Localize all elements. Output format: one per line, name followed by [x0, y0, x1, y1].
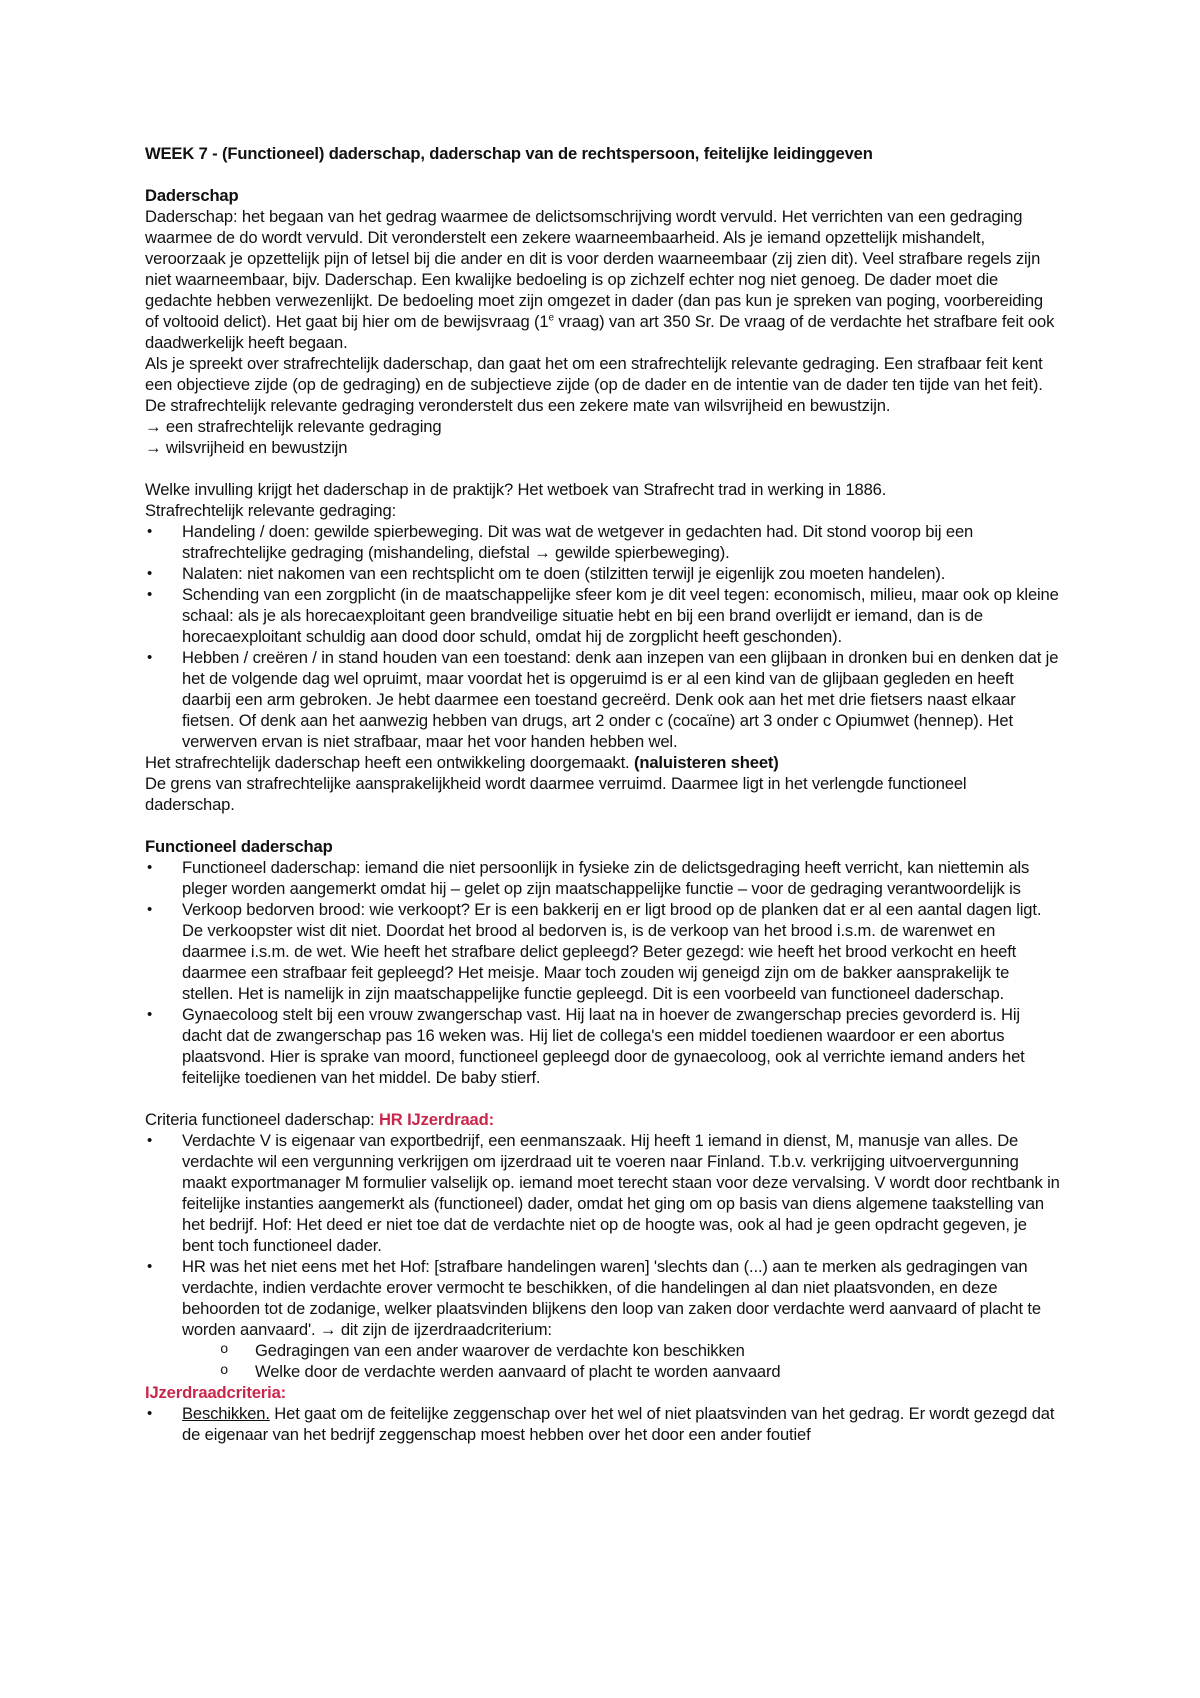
paragraph: Als je spreekt over strafrechtelijk daderschap, dan gaat het om een strafrechtelijk relevante gedraging. Een strafbaar feit kent een objectieve zijde (op de gedraging) en de subjectieve zijde (op de dader en de intentie van de dader ten tijde van het feit). De strafrechtelijk relevante gedraging veronderstelt dus een zekere mate van wilsvrijheid en bewustzijn. [145, 354, 1043, 415]
paragraph [145, 206, 1060, 353]
list-item: • Handeling / doen: gewilde spierbeweging. Dit was wat de wetgever in gedachten had. Dit stond voorop bij een strafrechtelijke gedraging (mishandeling, diefstal → gewilde spierbeweging). [145, 521, 1060, 563]
text-run: vraag) van art 350 Sr. De vraag of de verdachte het strafbare feit ook daadwerkelijk heeft begaan. [145, 312, 1055, 352]
arrow-line: → een strafrechtelijk relevante gedraging [145, 417, 442, 436]
list-item: • Functioneel daderschap: iemand die niet persoonlijk in fysieke zin de delictsgedraging heeft verricht, kan niettemin als pleger worden aangemerkt omdat hij – gelet op zijn maatschappelijke functie – voor de gedraging verantwoordelijk is [145, 857, 1060, 899]
sub-list-item: o Gedragingen van een ander waarover de verdachte kon beschikken [145, 1340, 1060, 1361]
text-run: Het strafrechtelijk daderschap heeft een ontwikkeling doorgemaakt. [145, 753, 634, 772]
bold-note: (naluisteren sheet) [633, 753, 779, 772]
bullet-list [145, 1130, 1060, 1340]
paragraph: De grens van strafrechtelijke aansprakelijkheid wordt daarmee verruimd. Daarmee ligt in het verlengde functioneel daderschap. [145, 774, 967, 814]
heading-daderschap: Daderschap [145, 186, 239, 205]
heading-functioneel-daderschap: Functioneel daderschap [145, 837, 333, 856]
list-item: • Gynaecoloog stelt bij een vrouw zwangerschap vast. Hij laat na in hoever de zwangerschap precies gevorderd is. Hij dacht dat de zwangerschap pas 16 weken was. Hij liet de collega's een middel toedienen waardoor er een abortus plaatsvond. Hier is sprake van moord, functioneel gepleegd door de gynaecoloog, ook al verrichte iemand anders het feitelijke toedienen van het middel. De baby stierf. [145, 1004, 1060, 1088]
list-item: • Verkoop bedorven brood: wie verkoopt? Er is een bakkerij en er ligt brood op de planken dat er al een aantal dagen ligt. De verkoopster wist dit niet. Doordat het brood al bedorven is, is de verkoop van het brood i.s.m. de warenwet en daarmee i.s.m. de wet. Wie heeft het strafbare delict gepleegd? Beter gezegd: wie heeft het brood verkocht en heeft daarmee een strafbaar feit gepleegd? Het meisje. Maar toch zouden wij geneigd zijn om de bakker aansprakelijk te stellen. Het is namelijk in zijn maatschappelijke functie gepleegd. Dit is een voorbeeld van functioneel daderschap. [145, 899, 1060, 1004]
text-run: Daderschap: het begaan van het gedrag waarmee de delictsomschrijving wordt vervuld. Het verrichten van een gedraging waarmee de do wordt vervuld. Dit veronderstelt een zekere waarneembaarheid. Als je iemand opzettelijk mishandelt, veroorzaak je opzettelijk pijn of letsel bij die ander en dit is voor derden waarneembaar (zij zien dit). Veel strafbare regels zijn niet waarneembaar, bijv. Daderschap. Een kwalijke bedoeling is op zichzelf echter nog niet genoeg. De dader moet die gedachte hebben verwezenlijkt. De bedoeling moet zijn omgezet in dader (dan pas kun je spreken van poging, voorbereiding of voltooid delict). Het gaat bij hier om de bewijsvraag (1 [145, 207, 1044, 331]
underlined-term: Beschikken. [182, 1404, 270, 1423]
document-title: WEEK 7 - (Functioneel) daderschap, daderschap van de rechtspersoon, feitelijke leidinggeven [145, 144, 873, 163]
bullet-list [145, 521, 1060, 752]
list-item: • Schending van een zorgplicht (in de maatschappelijke sfeer kom je dit veel tegen: economisch, milieu, maar ook op kleine schaal: als je als horecaexploitant geen brandveilige situatie hebt en bij een brand overlijdt er iemand, dan is de horecaexploitant schuldig aan dood door schuld, omdat hij de zorgplicht heeft geschonden). [145, 584, 1060, 647]
highlight-text: : [488, 1110, 494, 1129]
paragraph: Welke invulling krijgt het daderschap in de praktijk? Het wetboek van Strafrecht trad in werking in 1886. [145, 480, 887, 499]
bullet-list [145, 857, 1060, 1088]
list-item: • Verdachte V is eigenaar van exportbedrijf, een eenmanszaak. Hij heeft 1 iemand in dienst, M, manusje van alles. De verdachte wil een vergunning verkrijgen om ijzerdraad uit te voeren naar Finland. T.b.v. verkrijging uitvoervergunning maakt exportmanager M formulier valselijk op. iemand moet terecht staan voor deze vervalsing. V wordt door rechtbank in feitelijke instanties aangemerkt als (functioneel) dader, omdat het ging om op basis van diens algemene taakstelling van het bedrijf. Hof: Het deed er niet toe dat de verdachte niet op de hoogte was, ook al had je geen opdracht gegeven, je bent toch functioneel dader. [145, 1130, 1060, 1256]
document-page [145, 143, 1060, 1445]
text-run: Het gaat om de feitelijke zeggenschap over het wel of niet plaatsvinden van het gedrag. Er wordt gezegd dat de eigenaar van het bedrijf zeggenschap moest hebben over het door een ander foutief [182, 1404, 1055, 1444]
list-item [145, 1403, 1060, 1445]
list-item: • HR was het niet eens met het Hof: [strafbare handelingen waren] 'slechts dan (...) aan te merken als gedragingen van verdachte, indien verdachte erover vermocht te beschikken, of die handelingen al dan niet plaatsvonden, en deze behoorden tot de zodanige, welker plaatsvinden blijkens den loop van zaken door verdachte werd aanvaard of placht te worden aanvaard'. → dit zijn de ijzerdraadcriterium: [145, 1256, 1060, 1340]
text-run: Criteria functioneel daderschap: [145, 1110, 379, 1129]
sub-list [145, 1340, 1060, 1382]
list-item: • Nalaten: niet nakomen van een rechtsplicht om te doen (stilzitten terwijl je eigenlijk zou moeten handelen). [145, 563, 1060, 584]
heading-ijzerdraadcriteria: IJzerdraadcriteria: [145, 1383, 287, 1402]
highlight-text: HR IJzerdraad [378, 1110, 489, 1129]
superscript: e [548, 312, 554, 324]
paragraph [145, 752, 1060, 773]
paragraph [145, 1109, 1060, 1130]
arrow-line: → wilsvrijheid en bewustzijn [145, 438, 348, 457]
bullet-list [145, 1403, 1060, 1445]
list-item: • Hebben / creëren / in stand houden van een toestand: denk aan inzepen van een glijbaan in dronken bui en denken dat je het de volgende dag wel opruimt, maar voordat het is opgeruimd is er al een kind van de glijbaan gegleden en heeft daarbij een arm gebroken. Je hebt daarmee een toestand gecreërd. Denk ook aan het met drie fietsers naast elkaar fietsen. Of denk aan het aanwezig hebben van drugs, art 2 onder c (cocaïne) art 3 onder c Opiumwet (hennep). Het verwerven ervan is niet strafbaar, maar het voor handen hebben wel. [145, 647, 1060, 752]
sub-list-item: o Welke door de verdachte werden aanvaard of placht te worden aanvaard [145, 1361, 1060, 1382]
paragraph: Strafrechtelijk relevante gedraging: [145, 501, 397, 520]
